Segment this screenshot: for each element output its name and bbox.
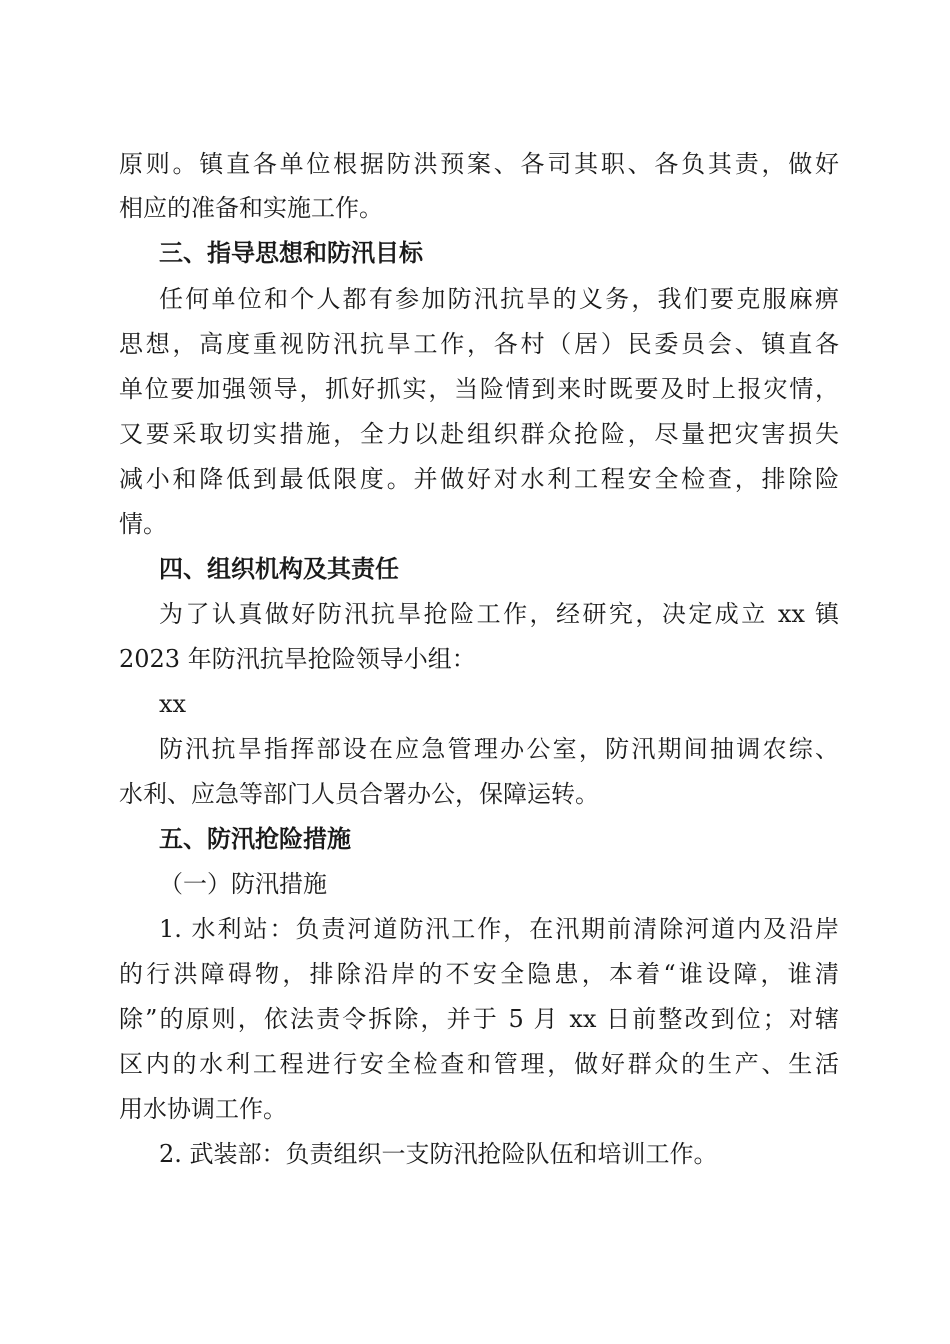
paragraph-line: 2023 年防汛抗旱抢险领导小组：: [119, 645, 476, 673]
leader-name-placeholder: xx: [159, 690, 187, 718]
section-heading-4: 四、组织机构及其责任: [159, 555, 399, 583]
paragraph-line: 区内的水利工程进行安全检查和管理，做好群众的生产、生活: [119, 1050, 839, 1078]
paragraph-line: 2. 武装部：负责组织一支防汛抢险队伍和培训工作。: [159, 1140, 718, 1168]
paragraph-line: 为了认真做好防汛抗旱抢险工作，经研究，决定成立 xx 镇: [159, 600, 839, 628]
section-heading-3: 三、指导思想和防汛目标: [159, 239, 423, 267]
paragraph-line: 除”的原则，依法责令拆除，并于 5 月 xx 日前整改到位；对辖: [119, 1005, 839, 1033]
paragraph-line: 用水协调工作。: [119, 1095, 287, 1123]
paragraph-line: 原则。镇直各单位根据防洪预案、各司其职、各负其责，做好: [119, 150, 839, 178]
section-heading-5: 五、防汛抢险措施: [159, 825, 351, 853]
paragraph-line: 单位要加强领导，抓好抓实，当险情到来时既要及时上报灾情，: [119, 375, 839, 403]
paragraph-line: 任何单位和个人都有参加防汛抗旱的义务，我们要克服麻痹: [159, 285, 839, 313]
paragraph-line: 思想，高度重视防汛抗旱工作，各村（居）民委员会、镇直各: [119, 330, 839, 358]
paragraph-line: 1. 水利站：负责河道防汛工作，在汛期前清除河道内及沿岸: [159, 915, 839, 943]
paragraph-line: 又要采取切实措施，全力以赴组织群众抢险，尽量把灾害损失: [119, 420, 839, 448]
paragraph-line: 的行洪障碍物，排除沿岸的不安全隐患，本着“谁设障，谁清: [119, 960, 839, 988]
paragraph-line: 水利、应急等部门人员合署办公，保障运转。: [119, 780, 599, 808]
subsection-heading: （一）防汛措施: [159, 870, 327, 898]
paragraph-line: 情。: [119, 510, 167, 538]
paragraph-line: 减小和降低到最低限度。并做好对水利工程安全检查，排除险: [119, 465, 839, 493]
paragraph-line: 相应的准备和实施工作。: [119, 194, 383, 222]
paragraph-line: 防汛抗旱指挥部设在应急管理办公室，防汛期间抽调农综、: [159, 735, 839, 763]
